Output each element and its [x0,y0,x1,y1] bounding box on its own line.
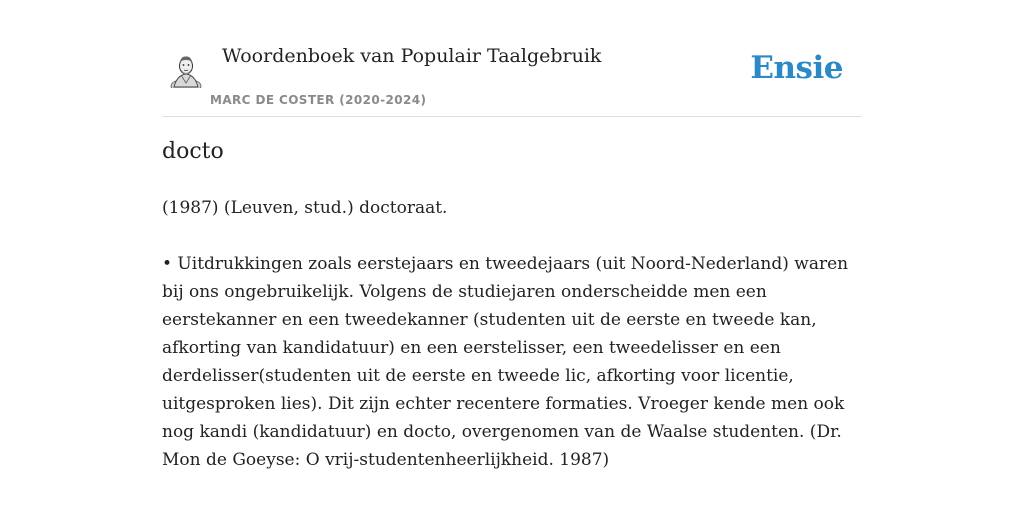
ensie-logo[interactable]: Ensie [750,50,843,86]
dictionary-header [162,40,862,117]
entry-headword: docto [162,139,224,164]
dictionary-author: MARC DE COSTER (2020-2024) [210,93,427,107]
author-portrait-icon[interactable] [168,52,204,88]
entry-body: • Uitdrukkingen zoals eerstejaars en tweedejaars (uit Noord-Nederland) waren bij ons ongebruikelijk. Volgens de studiejaren onderscheidde men een eerstekanner en een tweedekanner (studenten uit de eerste en tweede kan, afkorting van kandidatuur) en een eerstelisser, een tweedelisser en een derdelisser(studenten uit de eerste en tweede lic, afkorting voor licentie, uitgesproken lies). Dit zijn echter recentere formaties. Vroeger kende men ook nog kandi (kandidatuur) en docto, overgenomen van de Waalse studenten. (Dr. Mon de Goeyse: O vrij-studentenheerlijkheid. 1987) [162,254,849,470]
dictionary-title[interactable]: Woordenboek van Populair Taalgebruik [222,45,602,67]
entry-definition: (1987) (Leuven, stud.) doctoraat. [162,198,448,218]
